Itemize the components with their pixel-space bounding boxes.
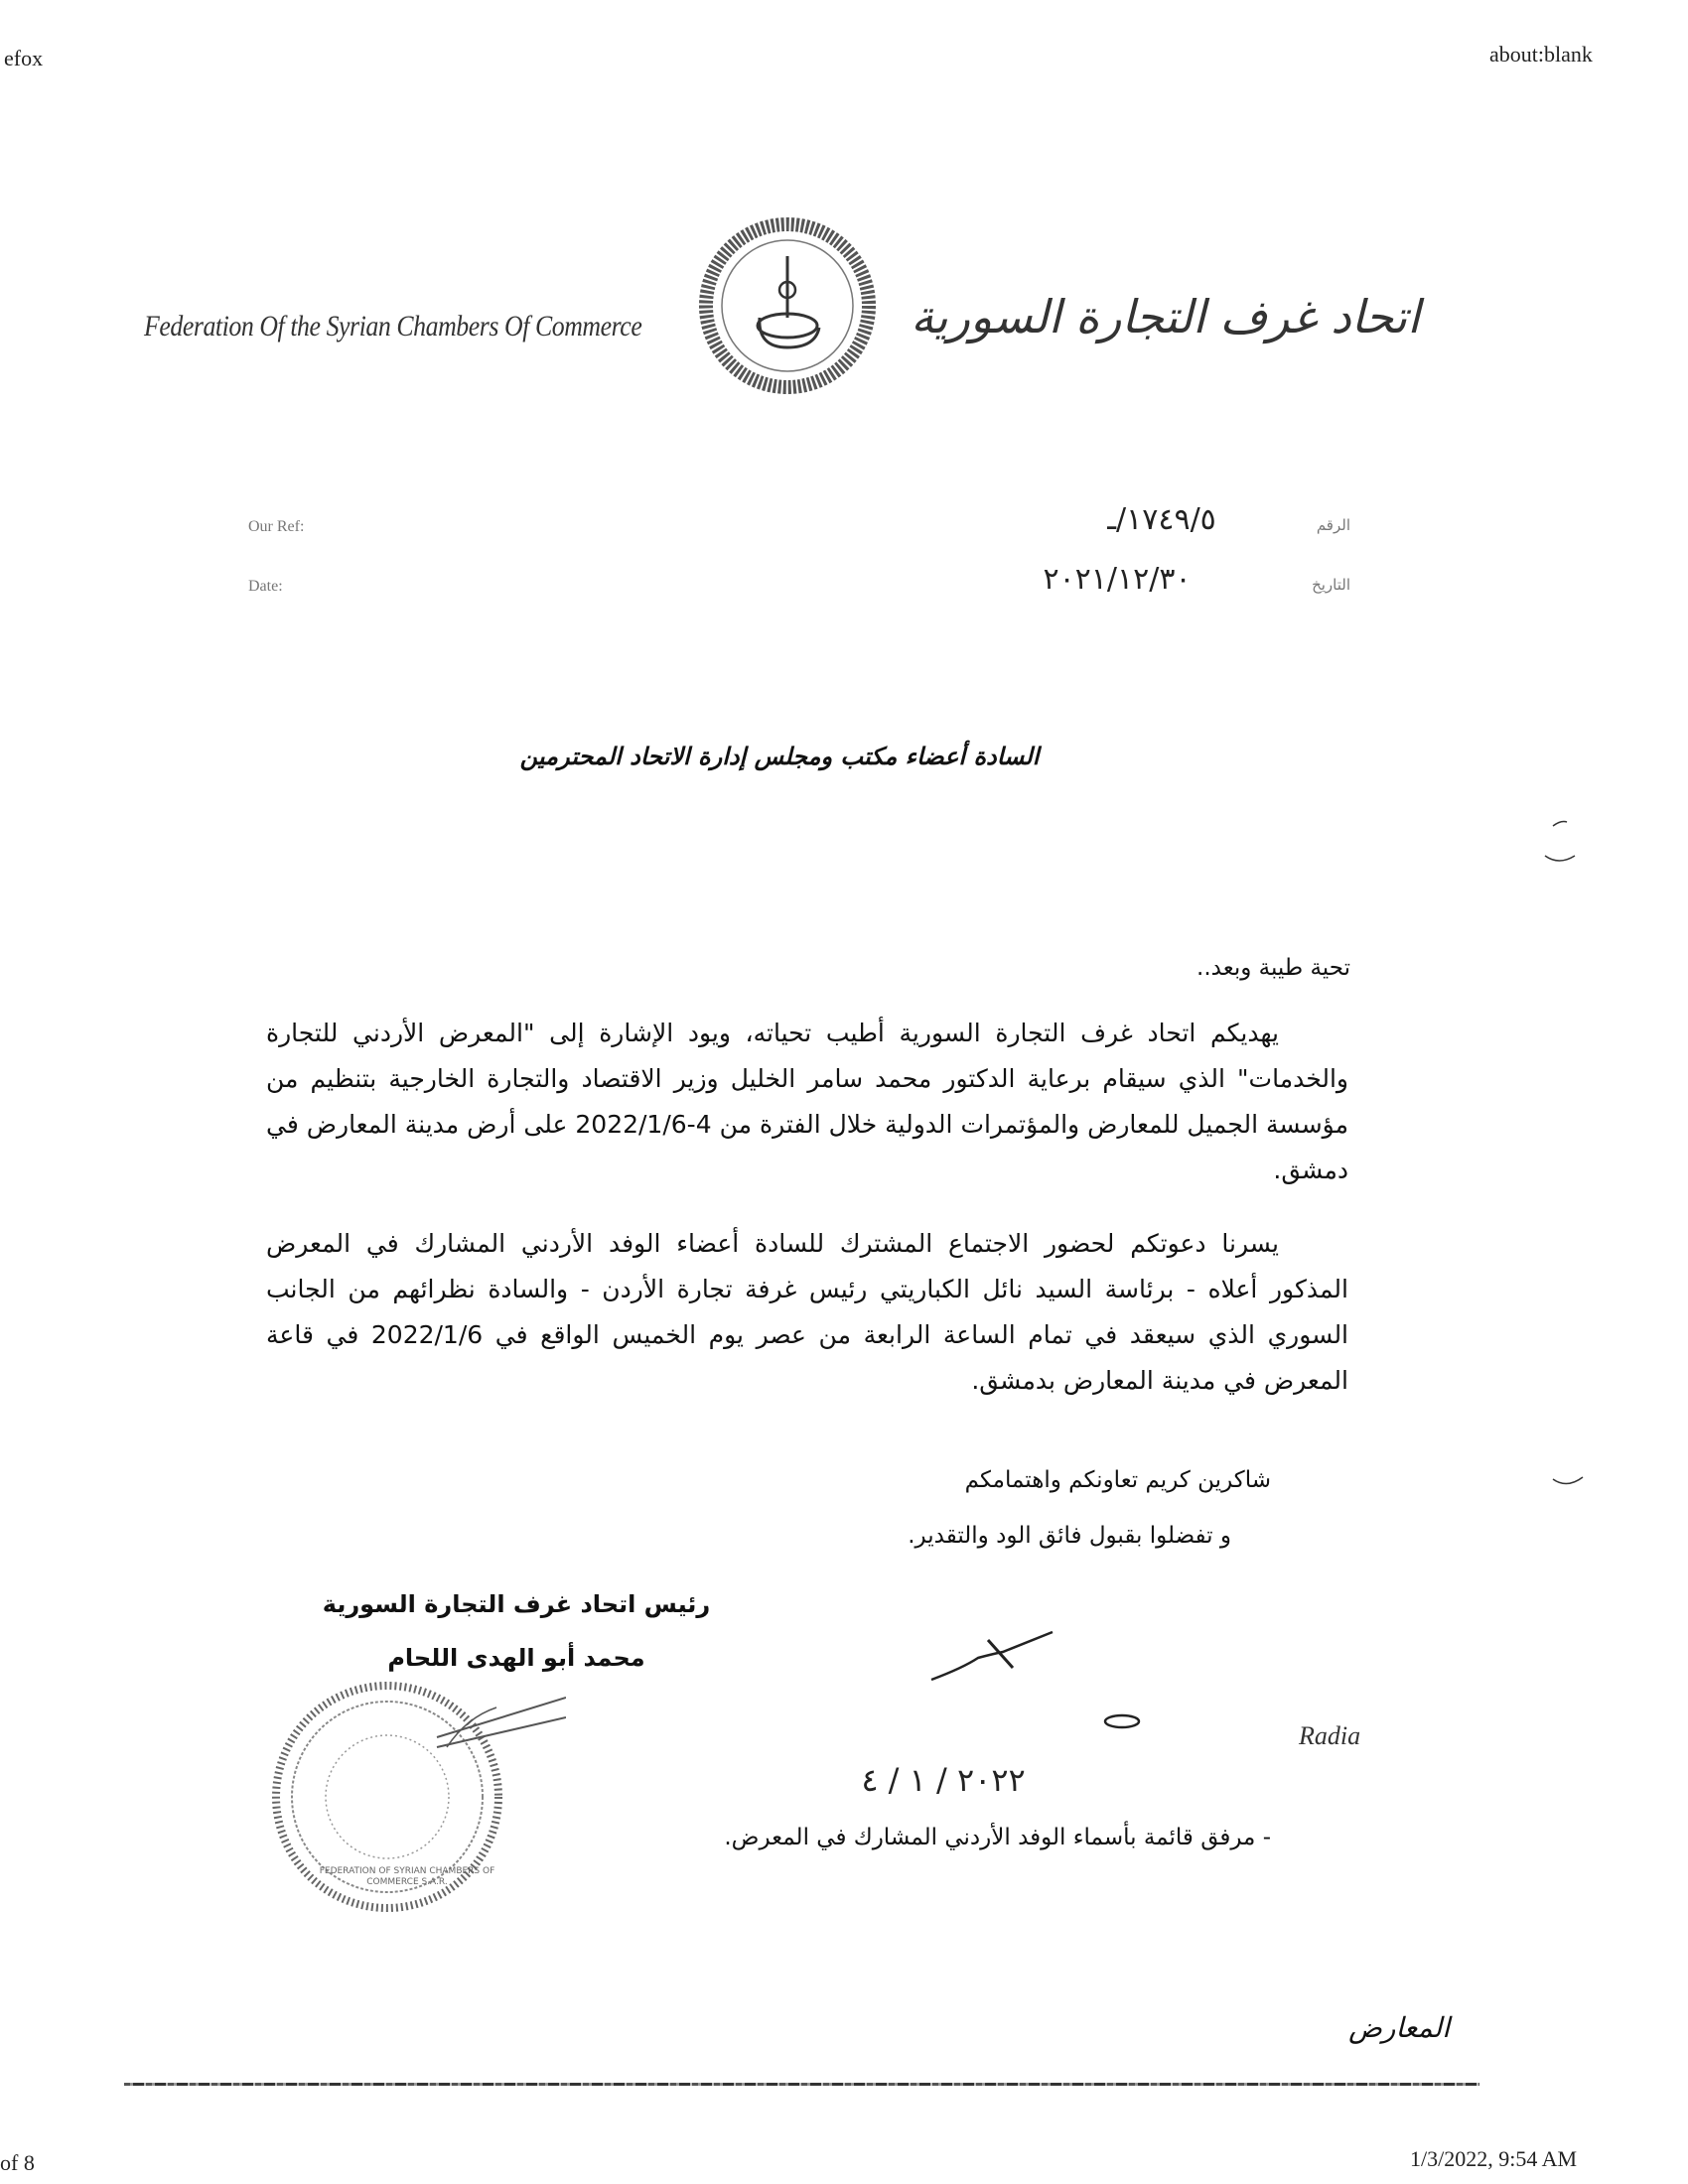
hole-punch-mark-icon [1549,1449,1589,1499]
attachment-note: - مرفق قائمة بأسماء الوفد الأردني المشارك في المعرض. [724,1825,1271,1850]
closing-regards: و تفضلوا بقبول فائق الود والتقدير. [908,1523,1231,1549]
ref-label-arabic: الرقم [1316,516,1350,534]
signature-icon [923,1618,1062,1688]
closing-thanks: شاكرين كريم تعاونكم واهتمامكم [964,1467,1271,1493]
body-paragraph-1: يهديكم اتحاد غرف التجارة السورية أطيب تحياته، ويود الإشارة إلى "المعرض الأردني للتجارة والخدمات" الذي سيقام برعاية الدكتور محمد سامر الخليل وزير الاقتصاد والتجارة الخارجية بتنظيم من مؤسسة الجميل للمعارض والمؤتمرات الدولية خلال الفترة من 4-2022/1/6 على أرض مدينة المعارض في دمشق. [266,1019,1348,1184]
hole-punch-mark-icon [1541,812,1581,868]
letter-date: ٢٠٢١/١٢/٣٠ [1043,562,1192,597]
browser-url: about:blank [1489,42,1593,67]
page-counter: of 8 [0,2150,35,2175]
ref-number: ١٧٤٩/٥/ـ [1107,502,1216,537]
date-label-arabic: التاريخ [1312,576,1350,594]
our-ref-label: Our Ref: [248,518,305,535]
seal-text: FEDERATION OF SYRIAN CHAMBERS OF COMMERCE S.A.R. [319,1866,495,1887]
letterhead-english-name: Federation Of the Syrian Chambers Of Commerce [144,310,642,342]
print-timestamp: 1/3/2022, 9:54 AM [1410,2146,1578,2171]
signatory-title: رئيس اتحاد غرف التجارة السورية [322,1590,711,1618]
footer-handwritten-note: المعارض [1348,2011,1450,2044]
handwritten-initials: Radia [1299,1721,1361,1750]
greeting: تحية طيبة وبعد.. [1196,955,1350,981]
page-divider [124,2083,1479,2086]
body-paragraph-2: يسرنا دعوتكم لحضور الاجتماع المشترك للسادة أعضاء الوفد الأردني المشارك في المعرض المذكور أعلاه - برئاسة السيد نائل الكباريتي رئيس غرفة تجارة الأردن - والسادة نظرائهم من الجانب السوري الذي سيعقد في تمام الساعة الرابعة من عصر يوم الخميس الواقع في 2022/1/6 في قاعة المعرض في مدينة المعارض بدمشق. [266,1229,1349,1395]
stamp-date: ٢٠٢٢ / ١ / ٤ [861,1761,1026,1799]
addressee-heading: السادة أعضاء مكتب ومجلس إدارة الاتحاد المحترمين [519,743,1040,770]
date-label: Date: [248,578,283,595]
browser-title-fragment: efox [4,46,44,70]
signatory-name: محمد أبو الهدى اللحام [387,1644,645,1672]
federation-emblem-icon [688,208,887,397]
letterhead-arabic-name: اتحاد غرف التجارة السورية [911,290,1420,343]
